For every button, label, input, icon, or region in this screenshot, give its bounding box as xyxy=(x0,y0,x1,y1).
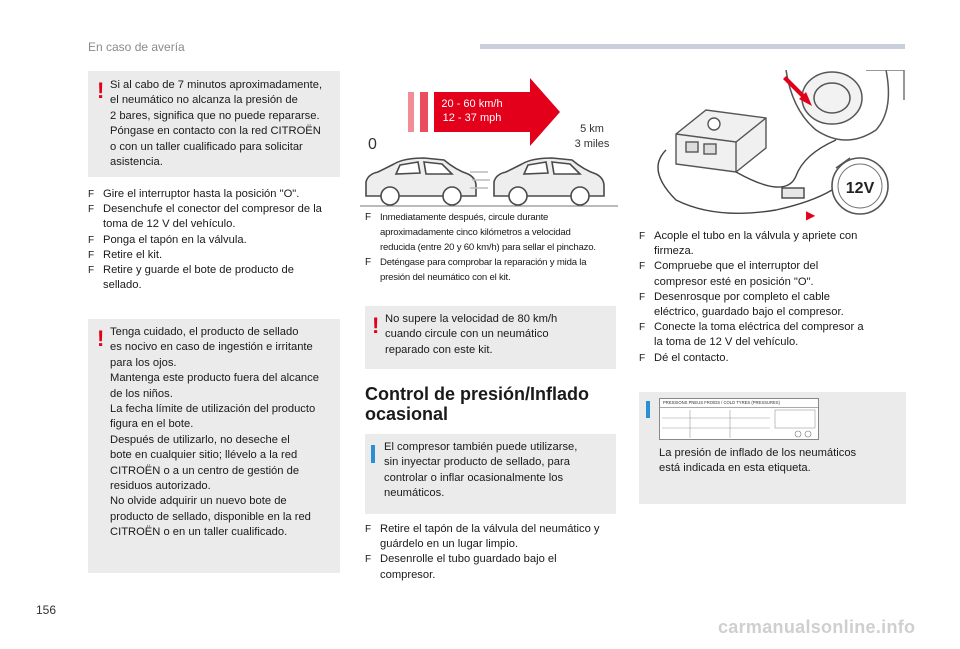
warning-icon: ! xyxy=(372,313,380,338)
text-line: Después de utilizarlo, no deseche el xyxy=(110,433,290,446)
list-item xyxy=(639,259,901,289)
warning-icon: ! xyxy=(97,326,105,351)
list-item xyxy=(88,202,346,232)
list-item xyxy=(365,552,621,582)
info-icon xyxy=(371,445,375,463)
compressor-diagram xyxy=(636,70,906,222)
bullet-icon: F xyxy=(639,261,646,273)
heading-line: Control de presión/Inflado xyxy=(365,384,589,404)
text-line: para los ojos. xyxy=(110,356,177,369)
distance-km-label: 5 km xyxy=(580,123,604,135)
text-line: Acople el tubo en la válvula y apriete con xyxy=(654,230,858,242)
info-icon xyxy=(646,401,650,418)
page-section-title: En caso de avería xyxy=(88,40,185,54)
section-heading xyxy=(365,384,589,424)
list-item xyxy=(88,187,346,202)
text-line: eléctrico, guardado bajo el compresor. xyxy=(654,306,844,319)
text-line: CITROËN o en un taller cualificado. xyxy=(110,526,288,539)
bullet-icon: F xyxy=(639,322,646,334)
text-line: de los niños. xyxy=(110,387,173,400)
text-line: Conecte la toma eléctrica del compresor a xyxy=(654,321,864,334)
text-line: Gire el interruptor hasta la posición "O". xyxy=(103,188,300,200)
text-line: 2 bares, significa que no puede repararse. xyxy=(110,109,320,122)
bullet-icon: F xyxy=(88,189,95,200)
text-line: neumáticos. xyxy=(384,487,445,500)
tyre-pressure-label-image xyxy=(659,398,819,440)
text-line: cuando circule con un neumático xyxy=(385,328,549,341)
text-line: reducida (entre 20 y 60 km/h) para sellar el pinchazo. xyxy=(380,242,596,253)
text-line: toma de 12 V del vehículo. xyxy=(103,218,236,231)
text-line: CITROËN o a un centro de gestión de xyxy=(110,464,300,477)
text-line: aproximadamente cinco kilómetros a velocidad xyxy=(380,227,571,238)
bullet-icon: F xyxy=(88,249,95,261)
bullet-icon: F xyxy=(365,257,371,268)
text-line: No supere la velocidad de 80 km/h xyxy=(385,313,558,325)
text-line: Retire y guarde el bote de producto de xyxy=(103,264,294,277)
text-line: Si al cabo de 7 minutos aproximadamente, xyxy=(110,79,323,91)
speed-mph-label: 12 - 37 mph xyxy=(442,112,502,124)
bullet-icon: F xyxy=(639,352,646,364)
bullet-icon: F xyxy=(88,204,95,216)
text-line: guárdelo en un lugar limpio. xyxy=(380,538,519,551)
tyre-icon xyxy=(786,70,904,140)
list-item xyxy=(88,263,346,293)
steps-list-valve xyxy=(365,522,621,583)
text-line: Desenchufe el conector del compresor de la xyxy=(103,203,322,216)
text-line: Retire el tapón de la válvula del neumático y xyxy=(380,523,600,535)
watermark: carmanualsonline.info xyxy=(718,617,916,637)
text-line: Póngase en contacto con la red CITROËN xyxy=(110,125,321,138)
label-table-icon xyxy=(660,408,818,442)
text-line: La presión de inflado de los neumáticos xyxy=(659,447,857,459)
text-line: La fecha límite de utilización del producto xyxy=(110,403,316,416)
car-moving-icon xyxy=(470,158,604,205)
text-line: Ponga el tapón en la válvula. xyxy=(103,233,247,246)
text-line: Compruebe que el interruptor del xyxy=(654,260,819,273)
bullet-icon: F xyxy=(639,291,646,303)
text-line: la toma de 12 V del vehículo. xyxy=(654,336,799,349)
label-caption: PRESSIONS PNEUS FROIDS / COLD TYRES (PRESSURES) xyxy=(660,399,818,408)
header-rule xyxy=(480,44,905,49)
list-item xyxy=(88,233,346,248)
steps-list-drive xyxy=(365,210,621,285)
list-item xyxy=(88,248,346,263)
text-line: reparado con este kit. xyxy=(385,343,493,356)
start-zero-label: 0 xyxy=(368,136,377,153)
compressor-icon xyxy=(676,110,766,172)
info-box-pressure-label xyxy=(639,392,906,504)
text-line: controlar o inflar ocasionalmente los xyxy=(384,471,564,484)
text-line: es nocivo en caso de ingestión e irritante xyxy=(110,341,313,354)
steps-list-removal xyxy=(88,187,346,293)
text-line: Desenrolle el tubo guardado bajo el xyxy=(380,553,557,566)
text-line: asistencia. xyxy=(110,156,163,169)
text-line: firmeza. xyxy=(654,245,694,258)
warning-box-speed-limit xyxy=(365,306,616,369)
text-line: producto de sellado, disponible en la red xyxy=(110,510,311,523)
page-number: 156 xyxy=(36,603,57,617)
list-item xyxy=(365,255,621,285)
bullet-icon: F xyxy=(365,212,371,223)
text-line: Deténgase para comprobar la reparación y mida la xyxy=(380,257,587,268)
bullet-icon: F xyxy=(88,265,95,277)
12v-socket-label: 12V xyxy=(845,180,875,197)
distance-miles-label: 3 miles xyxy=(574,138,610,150)
text-line: compresor esté en posición "O". xyxy=(654,275,814,288)
text-line: compresor. xyxy=(380,568,436,581)
text-line: Tenga cuidado, el producto de sellado xyxy=(110,326,299,338)
text-line: sin inyectar producto de sellado, para xyxy=(384,456,570,469)
text-line: el neumático no alcanza la presión de xyxy=(110,94,298,107)
car-start-icon xyxy=(366,158,476,205)
text-line: El compresor también puede utilizarse, xyxy=(384,441,578,453)
text-line: Dé el contacto. xyxy=(654,351,729,364)
text-line: Inmediatamente después, circule durante xyxy=(380,212,549,223)
text-line: residuos autorizado. xyxy=(110,480,211,493)
list-item xyxy=(639,351,901,366)
warning-icon: ! xyxy=(97,78,105,103)
bullet-icon: F xyxy=(88,234,95,246)
list-item xyxy=(639,290,901,320)
speed-distance-diagram xyxy=(360,72,618,208)
text-line: presión del neumático con el kit. xyxy=(380,272,511,283)
red-arrow-marker-icon: ▶ xyxy=(806,208,816,222)
list-item xyxy=(639,229,901,259)
text-line: figura en el bote. xyxy=(110,418,194,431)
text-line: No olvide adquirir un nuevo bote de xyxy=(110,495,287,508)
text-line: Mantenga este producto fuera del alcance xyxy=(110,372,319,385)
text-line: Desenrosque por completo el cable xyxy=(654,290,830,303)
info-box-compressor xyxy=(365,434,616,514)
text-line: Retire el kit. xyxy=(103,248,163,261)
text-line: está indicada en esta etiqueta. xyxy=(659,462,811,475)
steps-list-connect xyxy=(639,229,901,366)
bullet-icon: F xyxy=(639,231,646,242)
bullet-icon: F xyxy=(365,554,372,566)
text-line: bote en cualquier sitio; llévelo a la red xyxy=(110,449,298,462)
text-line: o con un taller cualificado para solicitar xyxy=(110,140,303,153)
heading-line: ocasional xyxy=(365,404,449,424)
speed-kmh-label: 20 - 60 km/h xyxy=(441,98,503,110)
text-line: sellado. xyxy=(103,279,142,292)
warning-box-tyre-pressure xyxy=(88,71,340,177)
bullet-icon: F xyxy=(365,524,372,535)
list-item xyxy=(365,210,621,255)
list-item xyxy=(639,320,901,350)
list-item xyxy=(365,522,621,552)
warning-box-sealant xyxy=(88,319,340,573)
